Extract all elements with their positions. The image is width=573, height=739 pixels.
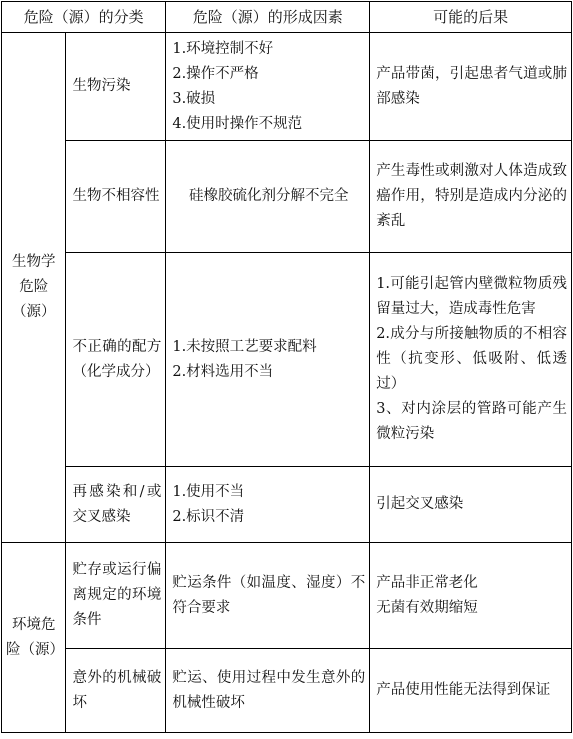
header-factors: 危险（源）的形成因素 — [166, 2, 370, 33]
factors-cell — [166, 253, 370, 467]
header-classification: 危险（源）的分类 — [2, 2, 166, 33]
header-consequences: 可能的后果 — [370, 2, 572, 33]
consequence-item: 产生毒性或刺激对人体造成致癌作用，特别是造成内分泌的紊乱 — [376, 163, 567, 229]
table-header-row — [2, 2, 572, 33]
subcategory-cell: 意外的机械破坏 — [66, 649, 166, 733]
factor-item: 2.操作不严格 — [172, 65, 259, 82]
factors-cell — [166, 467, 370, 543]
factor-item: 1.使用不当 — [172, 483, 245, 500]
table-row — [2, 543, 572, 649]
factor-item: 4.使用时操作不规范 — [172, 115, 303, 132]
document-page — [1, 1, 572, 733]
table-row — [2, 253, 572, 467]
table-row — [2, 649, 572, 733]
category-cell: 生物学危险（源） — [2, 33, 66, 543]
consequence-item: 2.成分与所接触物质的不相容性（抗变形、低吸附、低透过） — [376, 326, 567, 392]
consequences-cell — [370, 467, 572, 543]
consequence-item: 引起交叉感染 — [376, 496, 464, 512]
consequence-item: 1.可能引起管内壁微粒物质残留量过大，造成毒性危害 — [376, 276, 567, 317]
table-row — [2, 141, 572, 253]
consequence-item: 无菌有效期缩短 — [376, 599, 478, 616]
consequence-item: 产品非正常老化 — [376, 574, 478, 591]
consequences-cell — [370, 253, 572, 467]
factor-item: 1.环境控制不好 — [172, 40, 274, 57]
subcategory-cell: 生物污染 — [66, 33, 166, 141]
factor-item: 2.材料选用不当 — [172, 363, 274, 380]
subcategory-cell: 生物不相容性 — [66, 141, 166, 253]
consequences-cell — [370, 543, 572, 649]
consequence-item: 产品使用性能无法得到保证 — [376, 682, 551, 698]
consequence-item: 产品带菌，引起患者气道或肺部感染 — [376, 65, 567, 107]
consequences-cell — [370, 141, 572, 253]
factor-item: 1.未按照工艺要求配料 — [172, 338, 317, 355]
category-cell: 环境危险（源） — [2, 543, 66, 733]
subcategory-cell: 贮存或运行偏离规定的环境条件 — [66, 543, 166, 649]
factors-cell — [166, 141, 370, 253]
factor-item: 贮运、使用过程中发生意外的机械性破坏 — [172, 669, 366, 711]
factors-cell — [166, 33, 370, 141]
consequences-cell — [370, 33, 572, 141]
factor-item: 2.标识不清 — [172, 508, 245, 525]
table-row — [2, 467, 572, 543]
subcategory-cell: 再感染和/或交叉感染 — [66, 467, 166, 543]
factor-item: 硅橡胶硫化剂分解不完全 — [189, 188, 349, 204]
consequence-item: 3、对内涂层的管路可能产生微粒污染 — [376, 401, 567, 442]
table-row — [2, 33, 572, 141]
factor-item: 贮运条件（如温度、湿度）不符合要求 — [172, 574, 366, 616]
consequences-cell — [370, 649, 572, 733]
factors-cell — [166, 649, 370, 733]
subcategory-cell: 不正确的配方（化学成分） — [66, 253, 166, 467]
factor-item: 3.破损 — [172, 90, 216, 107]
factors-cell — [166, 543, 370, 649]
hazard-table — [1, 1, 572, 733]
